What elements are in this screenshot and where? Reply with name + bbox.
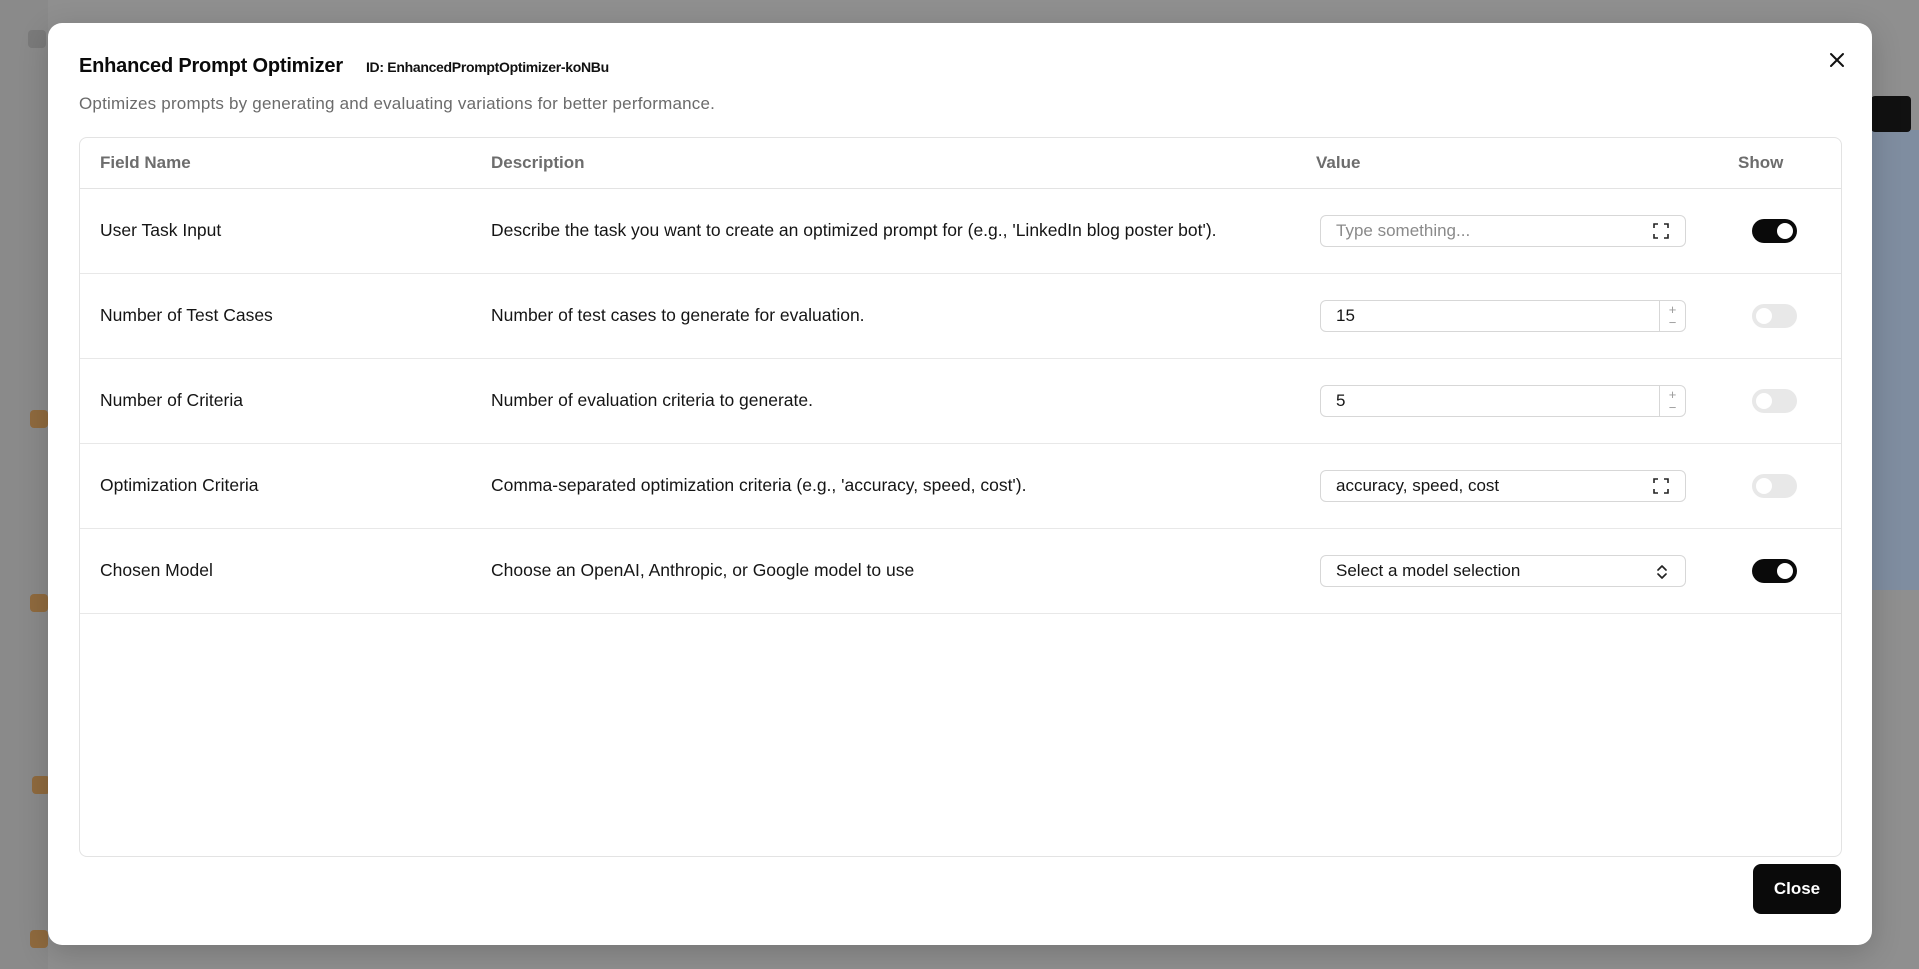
description-cell: Choose an OpenAI, Anthropic, or Google model to use [491,528,1316,613]
background-icon [30,410,48,428]
field-name-cell: User Task Input [80,188,491,273]
toggle-knob [1756,308,1772,324]
value-cell [1316,443,1736,528]
show-toggle[interactable] [1752,474,1797,498]
show-cell [1736,273,1842,358]
toggle-knob [1777,563,1793,579]
chevron-up-down-icon [1655,563,1669,581]
table-row [80,273,1842,358]
value-cell [1316,528,1736,613]
table-row [80,528,1842,613]
column-header-field-name: Field Name [80,138,491,188]
number-stepper[interactable] [1659,301,1685,331]
input-value: accuracy, speed, cost [1336,475,1500,495]
show-toggle[interactable] [1752,219,1797,243]
number-stepper[interactable] [1659,386,1685,416]
dialog-title: Enhanced Prompt Optimizer [79,55,343,77]
background-icon [28,30,46,48]
show-cell [1736,358,1842,443]
background-sidebar [0,0,48,969]
expand-icon[interactable] [1653,223,1669,239]
select-value: Select a model selection [1336,560,1521,580]
description-cell: Number of evaluation criteria to generate. [491,358,1316,443]
show-cell [1736,188,1842,273]
show-cell [1736,443,1842,528]
table-row [80,443,1842,528]
dialog-header [79,55,609,78]
background-button [1871,96,1911,132]
parameters-table [79,137,1842,857]
column-header-show: Show [1736,138,1842,188]
close-dialog-button[interactable] [1820,43,1854,77]
close-button[interactable]: Close [1753,864,1841,914]
table-row [80,358,1842,443]
test-cases-number-input[interactable] [1320,300,1686,332]
toggle-knob [1756,478,1772,494]
show-toggle[interactable] [1752,389,1797,413]
optimization-criteria-input[interactable] [1320,470,1686,502]
field-name-cell: Chosen Model [80,528,491,613]
increment-icon[interactable]: + [1668,301,1677,317]
description-cell: Number of test cases to generate for evaluation. [491,273,1316,358]
toggle-knob [1756,393,1772,409]
description-cell: Describe the task you want to create an optimized prompt for (e.g., 'LinkedIn blog poster bot'). [491,188,1316,273]
field-name-cell: Number of Criteria [80,358,491,443]
toggle-knob [1777,223,1793,239]
column-header-value: Value [1316,138,1736,188]
input-placeholder: Type something... [1336,220,1471,240]
value-cell [1316,358,1736,443]
description-cell: Comma-separated optimization criteria (e.g., 'accuracy, speed, cost'). [491,443,1316,528]
show-toggle[interactable] [1752,559,1797,583]
show-toggle[interactable] [1752,304,1797,328]
increment-icon[interactable]: + [1668,386,1677,402]
input-value: 15 [1336,305,1355,325]
value-cell [1316,273,1736,358]
dialog-description: Optimizes prompts by generating and evaluating variations for better performance. [79,94,716,113]
column-header-description: Description [491,138,1316,188]
decrement-icon[interactable]: − [1668,399,1677,415]
background-panel [1871,130,1919,590]
model-select[interactable] [1320,555,1686,587]
background-icon [30,930,48,948]
component-id-label: ID: EnhancedPromptOptimizer-koNBu [365,59,609,75]
field-name-cell: Optimization Criteria [80,443,491,528]
value-cell [1316,188,1736,273]
show-cell [1736,528,1842,613]
table-row [80,188,1842,273]
decrement-icon[interactable]: − [1668,314,1677,330]
table-header-row [80,138,1842,188]
input-value: 5 [1336,390,1346,410]
component-settings-dialog [48,23,1872,945]
background-icon [30,594,48,612]
close-icon [1828,51,1846,69]
field-name-cell: Number of Test Cases [80,273,491,358]
criteria-number-input[interactable] [1320,385,1686,417]
user-task-input[interactable] [1320,215,1686,247]
expand-icon[interactable] [1653,478,1669,494]
